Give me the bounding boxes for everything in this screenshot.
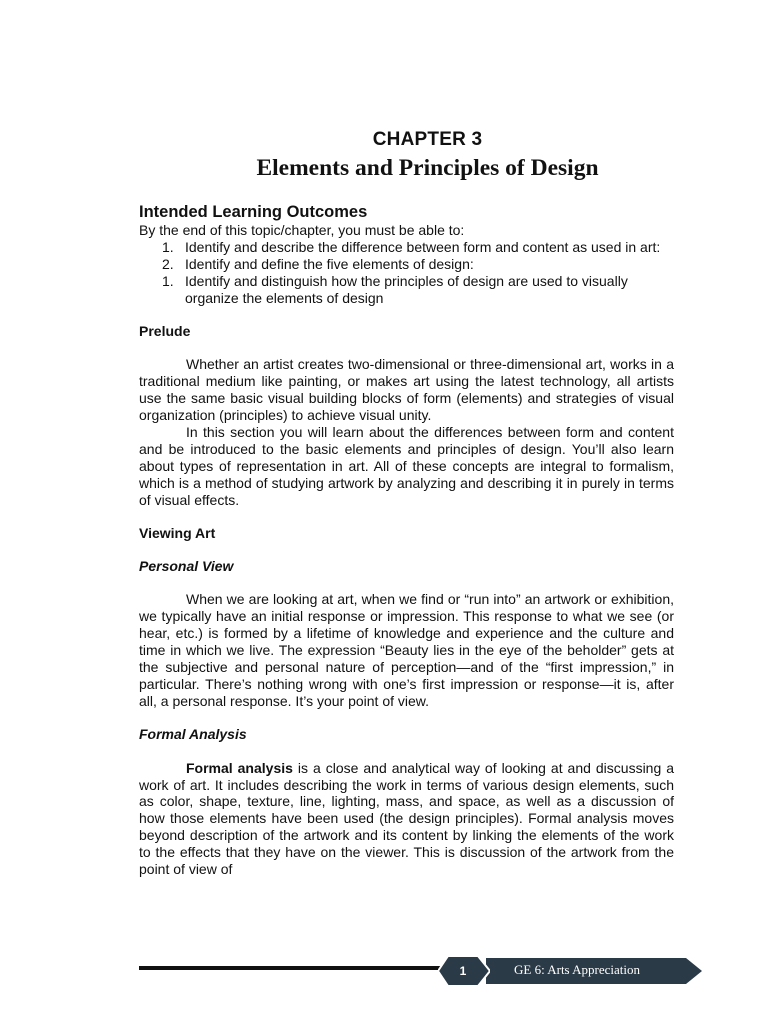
list-item (139, 273, 674, 307)
list-number: 2. (162, 255, 174, 272)
formal-analysis-term: Formal analysis (186, 759, 293, 776)
list-item (139, 239, 674, 256)
outcomes-list (139, 239, 674, 307)
course-label: GE 6: Arts Appreciation (514, 962, 641, 977)
list-text: Identify and define the five elements of design: (185, 255, 474, 272)
footer-rule (139, 966, 444, 970)
list-item (139, 256, 674, 273)
personal-view-heading: Personal View (139, 557, 234, 574)
page-content (139, 128, 674, 878)
page-number: 1 (459, 964, 467, 978)
outcomes-heading: Intended Learning Outcomes (139, 203, 368, 221)
spacer (139, 574, 674, 591)
list-number: 1. (162, 272, 174, 289)
list-text: Identify and distinguish how the principles of design are used to visually organize the elements of design (185, 272, 628, 306)
list-text: Identify and describe the difference between form and content as used in art: (185, 238, 661, 255)
chapter-label: CHAPTER 3 (372, 129, 483, 150)
list-number: 1. (162, 238, 174, 255)
formal-analysis-heading: Formal Analysis (139, 725, 247, 742)
prelude-paragraph: Whether an artist creates two-dimensional or three-dimensional art, works in a traditional medium like painting, or makes art using the latest technology, all artists use the same basic visual building blocks of form (elements) and strategies of visual organization (principles) to achieve visual unity. (139, 356, 674, 424)
spacer (139, 743, 674, 760)
spacer (139, 339, 674, 356)
formal-analysis-paragraph (139, 760, 674, 878)
prelude-heading: Prelude (139, 322, 191, 339)
formal-analysis-text: is a close and analytical way of looking at and discussing a work of art. It includes describing the work in terms of various design elements, such as color, shape, texture, line, lighting, mass, and space, as well as a discussion of how those elements have been used (the design principles). Formal analysis moves beyond description of the artwork and its content by linking the elements of the work to the effects that they have on the viewer. This is discussion of the artwork from the point of view of (139, 759, 675, 878)
chapter-title: Elements and Principles of Design (256, 155, 599, 181)
outcomes-intro: By the end of this topic/chapter, you must be able to: (139, 222, 465, 238)
personal-view-paragraph: When we are looking at art, when we find or “run into” an artwork or exhibition, we typically have an initial response or impression. This response to what we see (or hear, etc.) is formed by a lifetime of knowledge and experience and the culture and time in which we live. The expression “Beauty lies in the eye of the beholder” gets at the subjective and personal nature of perception—and of the “first impression,” in particular. There’s nothing wrong with one’s first impression or response—it is, after all, a personal response. It’s your point of view. (139, 591, 674, 709)
prelude-paragraph: In this section you will learn about the differences between form and content and be introduced to the basic elements and principles of design. You’ll also learn about types of representation in art. All of these concepts are integral to formalism, which is a method of studying artwork by analyzing and describing it in purely in terms of visual effects. (139, 424, 674, 508)
viewing-art-heading: Viewing Art (139, 524, 216, 541)
